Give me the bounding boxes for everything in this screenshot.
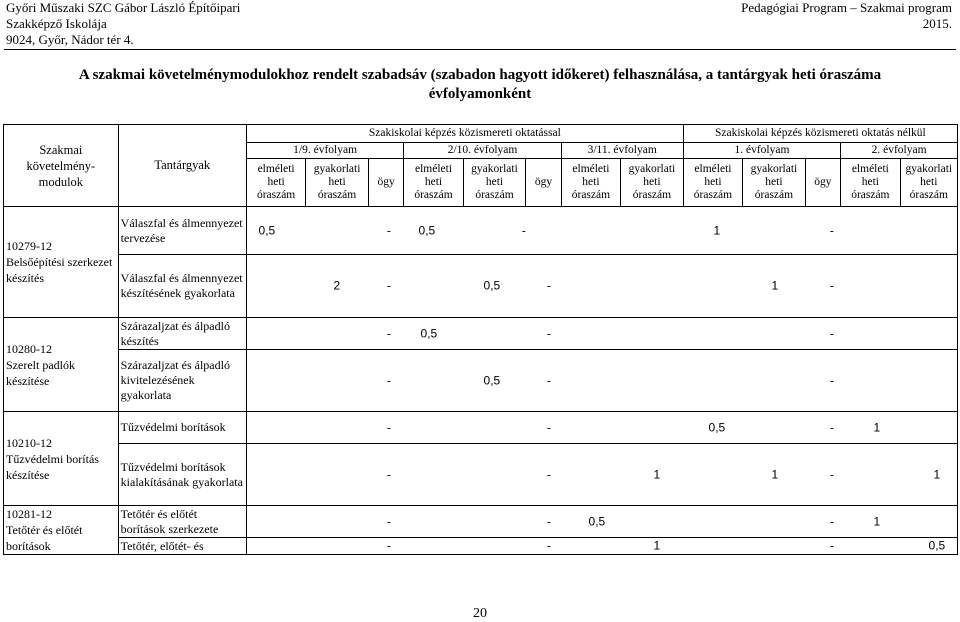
- hour-value: -: [829, 467, 834, 481]
- subject-column-header: Tantárgyak: [118, 125, 246, 207]
- hour-value: 0,5: [928, 538, 946, 553]
- group-header-without-general: Szakiskolai képzés közismereti oktatás nélkül: [683, 125, 957, 143]
- hour-value: -: [386, 278, 391, 293]
- table-row: [4, 318, 958, 350]
- year-header: 2/10. évfolyam: [404, 143, 561, 159]
- hours-values: [246, 318, 957, 350]
- hour-value: -: [546, 326, 551, 340]
- document-header-left: [6, 0, 240, 48]
- subject-name: Tetőtér és előtét borítások szerkezete: [118, 506, 246, 538]
- hour-value: 0,5: [418, 223, 436, 237]
- theory-hours-header: elméleti heti óraszám: [683, 159, 742, 207]
- hour-value: 1: [933, 467, 941, 481]
- school-name-line2: Szakképző Iskolája: [6, 16, 107, 31]
- hour-value: -: [546, 373, 551, 387]
- theory-hours-header: elméleti heti óraszám: [561, 159, 620, 207]
- hour-value: -: [546, 467, 551, 481]
- hour-value: -: [386, 538, 391, 553]
- hour-value: -: [546, 278, 551, 293]
- table-row: [4, 444, 958, 506]
- hours-values: [246, 444, 957, 506]
- theory-hours-header: elméleti heti óraszám: [404, 159, 463, 207]
- module-name: Belsőépítési szerkezet készítés: [6, 255, 113, 285]
- hour-value: 0,5: [483, 278, 501, 293]
- module-column-header: Szakmai követelmény-modulok: [4, 125, 119, 207]
- module-code: 10210-12: [6, 435, 52, 450]
- module-code: 10279-12: [6, 239, 52, 253]
- hour-value: -: [829, 373, 834, 387]
- hour-value: 1: [873, 420, 881, 434]
- ogy-header: ögy: [526, 159, 561, 207]
- subject-name: Tűzvédelmi borítások: [118, 412, 246, 444]
- subject-name: Tűzvédelmi borítások kialakításának gyakorlata: [118, 444, 246, 506]
- hour-value: 1: [771, 467, 779, 481]
- ogy-header: ögy: [368, 159, 403, 207]
- table-row: [4, 255, 958, 318]
- subject-name: Tetőtér, előtét- és: [118, 538, 246, 555]
- hour-value: -: [829, 278, 834, 293]
- group-header-with-general: Szakiskolai képzés közismereti oktatással: [246, 125, 683, 143]
- year-header: 1/9. évfolyam: [246, 143, 403, 159]
- hour-value: -: [829, 223, 834, 237]
- hour-value: -: [386, 467, 391, 481]
- year-header: 1. évfolyam: [683, 143, 840, 159]
- hour-value: -: [386, 223, 391, 237]
- hour-value: 1: [873, 514, 881, 528]
- page-title: A szakmai követelménymodulokhoz rendelt szabadsáv (szabadon hagyott időkeret) felhasználása, a tantárgyak heti óraszáma évfolyamonként: [78, 67, 882, 102]
- table-row: [4, 350, 958, 412]
- ogy-header: ögy: [805, 159, 840, 207]
- hour-value: 1: [653, 467, 661, 481]
- subject-name: Válaszfal és álmennyezet készítésének gyakorlata: [118, 255, 246, 318]
- hours-values: [246, 538, 957, 555]
- hour-value: -: [546, 538, 551, 553]
- hour-value: -: [829, 538, 834, 553]
- hour-value: 1: [713, 223, 721, 237]
- hour-value: 0,5: [588, 514, 606, 528]
- hour-value: 1: [653, 538, 661, 553]
- hours-values: [246, 207, 957, 255]
- module-name: Tűzvédelmi borítás készítése: [6, 451, 99, 482]
- hour-value: -: [546, 420, 551, 434]
- module-cell: [4, 412, 119, 506]
- hour-value: 0,5: [258, 223, 276, 237]
- hours-table: [3, 124, 958, 555]
- school-address: 9024, Győr, Nádor tér 4.: [6, 32, 134, 47]
- module-code: 10280-12: [6, 341, 52, 356]
- hour-value: -: [829, 420, 834, 434]
- hour-value: -: [829, 514, 834, 528]
- hour-value: -: [386, 326, 391, 340]
- hour-value: 1: [771, 278, 779, 293]
- module-cell: [4, 207, 119, 318]
- program-year: 2015.: [922, 16, 952, 31]
- hour-value: -: [386, 420, 391, 434]
- hour-value: 0,5: [420, 326, 438, 340]
- table-row: [4, 412, 958, 444]
- table-row: [4, 538, 958, 555]
- hour-value: -: [386, 373, 391, 387]
- hours-values: [246, 412, 957, 444]
- practice-hours-header: gyakorlati heti óraszám: [306, 159, 369, 207]
- subject-name: Szárazaljzat és álpadló kivitelezésének gyakorlata: [118, 350, 246, 412]
- theory-hours-header: elméleti heti óraszám: [841, 159, 900, 207]
- header-divider: [4, 49, 956, 50]
- hours-values: [246, 350, 957, 412]
- module-name: Szerelt padlók készítése: [6, 357, 75, 388]
- module-cell: [4, 318, 119, 412]
- hour-value: 0,5: [483, 373, 501, 387]
- table-row: [4, 207, 958, 255]
- hour-value: 0,5: [708, 420, 726, 434]
- subject-name: Válaszfal és álmennyezet tervezése: [118, 207, 246, 255]
- page-number: 20: [473, 606, 487, 621]
- document-header-right: [741, 0, 952, 32]
- school-name-line1: Győri Műszaki SZC Gábor László Építőipari: [6, 0, 241, 15]
- theory-hours-header: elméleti heti óraszám: [246, 159, 305, 207]
- hour-value: -: [386, 514, 391, 528]
- hour-value: -: [829, 326, 834, 340]
- hour-value: -: [546, 514, 551, 528]
- hours-values: [246, 255, 957, 318]
- module-cell: [4, 506, 119, 555]
- hours-values: [246, 506, 957, 538]
- practice-hours-header: gyakorlati heti óraszám: [621, 159, 684, 207]
- hour-value: -: [521, 223, 526, 237]
- practice-hours-header: gyakorlati heti óraszám: [743, 159, 806, 207]
- table-row: [4, 506, 958, 538]
- subject-name: Szárazaljzat és álpadló készítés: [118, 318, 246, 350]
- program-name: Pedagógiai Program – Szakmai program: [741, 0, 952, 15]
- hour-value: 2: [333, 278, 341, 293]
- year-header: 2. évfolyam: [841, 143, 958, 159]
- module-code: 10281-12: [6, 507, 52, 521]
- module-name: Tetőtér és előtét borítások: [6, 523, 83, 553]
- practice-hours-header: gyakorlati heti óraszám: [900, 159, 957, 207]
- year-header: 3/11. évfolyam: [561, 143, 683, 159]
- practice-hours-header: gyakorlati heti óraszám: [463, 159, 526, 207]
